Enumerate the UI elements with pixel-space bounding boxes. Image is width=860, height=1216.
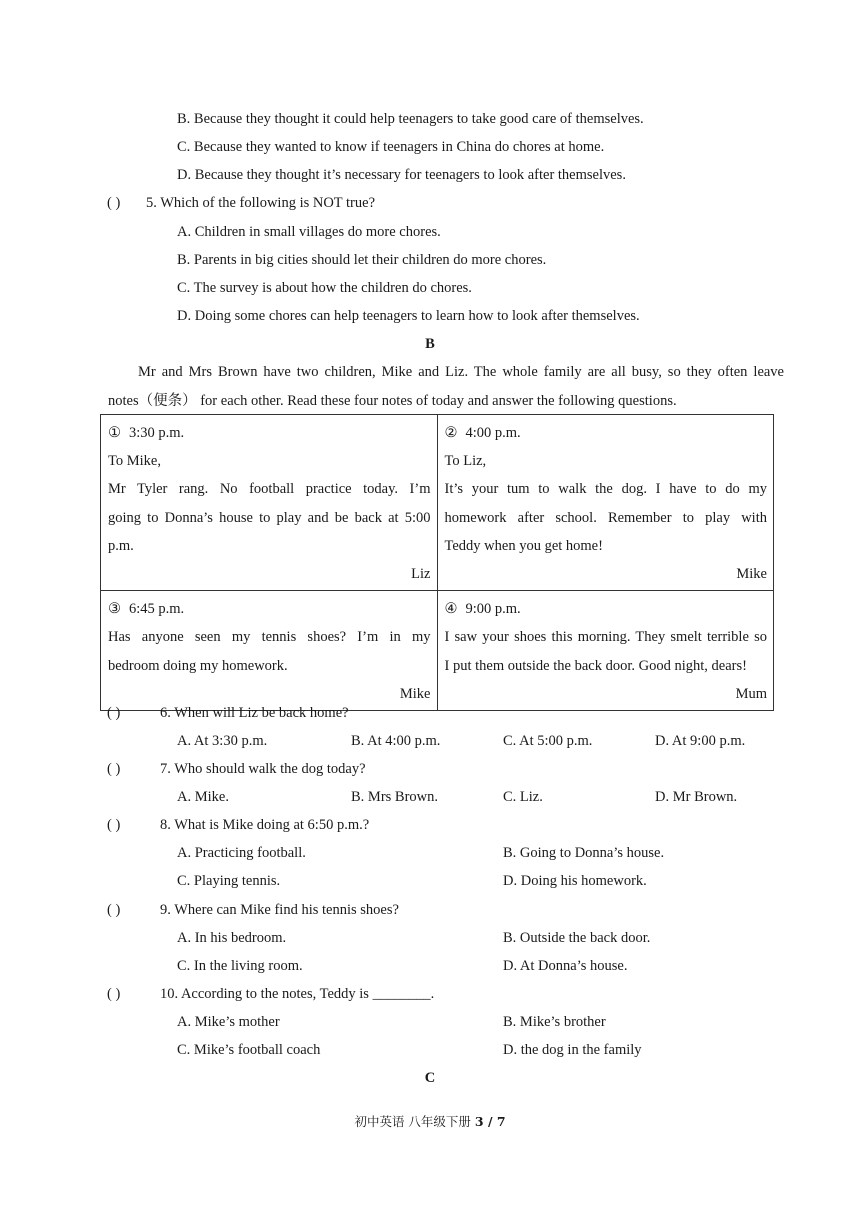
note-number: ② [444,425,458,441]
option-b: B. Outside the back door. [503,930,651,946]
q4-option-b: B. Because they thought it could help teenagers to take good care of themselves. [177,111,644,127]
answer-blank[interactable]: ( ) [107,817,121,833]
option-a: A. Mike’s mother [177,1014,280,1030]
answer-blank[interactable]: ( ) [107,986,121,1002]
note-line: bedroom doing my homework. [108,657,288,674]
note-line: Has anyone seen my tennis shoes? I’m in my [108,629,431,646]
question-text: 6. When will Liz be back home? [160,705,349,721]
note-cell-1 [101,415,438,591]
note-cell-2 [437,415,774,591]
answer-blank[interactable]: ( ) [107,195,121,211]
page-number: 3 / 7 [474,1114,506,1129]
section-b-intro-line1: Mr and Mrs Brown have two children, Mike and Liz. The whole family are all busy, so they often leave [138,364,784,380]
option-d: D. Mr Brown. [655,789,738,805]
note-number: ③ [108,601,121,618]
question-text: 8. What is Mike doing at 6:50 p.m.? [160,817,370,833]
option-b: B. At 4:00 p.m. [351,733,441,749]
q5-option-b: B. Parents in big cities should let their children do more chores. [177,252,547,268]
question-text: 10. According to the notes, Teddy is ________. [160,986,435,1002]
q10-options-row2 [177,1040,797,1060]
note-signature: Mum [735,685,767,702]
note-signature: Mike [399,685,431,702]
note-cell-4 [437,591,774,711]
answer-blank[interactable]: ( ) [107,705,121,721]
q7-options [177,787,797,807]
q9-options-row1 [177,928,797,948]
note-number: ④ [444,601,458,618]
footer-course: 初中英语 八年级下册 [354,1114,475,1129]
option-c: C. Mike’s football coach [177,1042,321,1058]
note-time: 6:45 p.m. [129,601,185,618]
option-c: C. Playing tennis. [177,873,281,889]
q8-options-row1 [177,843,797,863]
q6-options [177,731,797,751]
note-header [108,419,431,447]
q5-option-c: C. The survey is about how the children do chores. [177,280,472,296]
note-line: I put them outside the back door. Good night, dears! [444,657,747,674]
option-a: A. In his bedroom. [177,930,287,946]
note-line: To Mike, [108,453,161,470]
option-c: C. At 5:00 p.m. [503,733,593,749]
note-cell-3 [101,591,438,711]
notes-table [100,414,774,711]
note-header [445,595,768,623]
note-line: p.m. [108,537,134,554]
option-a: A. Practicing football. [177,845,306,861]
note-line: To Liz, [444,453,487,470]
note-time: 3:30 p.m. [129,425,185,441]
q9-options-row2 [177,956,797,976]
option-b: B. Going to Donna’s house. [503,845,665,861]
q4-option-d: D. Because they thought it’s necessary for teenagers to look after themselves. [177,167,626,183]
note-line: Teddy when you get home! [444,537,603,554]
note-time: 4:00 p.m. [465,425,521,441]
option-d: D. the dog in the family [503,1042,642,1058]
q4-option-c: C. Because they wanted to know if teenagers in China do chores at home. [177,139,605,155]
q5-option-a: A. Children in small villages do more chores. [177,224,441,240]
option-b: B. Mike’s brother [503,1014,606,1030]
note-line: I saw your shoes this morning. They smelt terrible so [444,629,767,646]
option-a: A. At 3:30 p.m. [177,733,268,749]
q5-option-d: D. Doing some chores can help teenagers to learn how to look after themselves. [177,308,640,324]
option-c: C. Liz. [503,789,543,805]
note-signature: Mike [736,566,767,583]
option-d: D. At Donna’s house. [503,958,628,974]
note-header [108,595,431,623]
section-b-intro-line2: notes（便条） for each other. Read these four notes of today and answer the following questions. [108,393,677,409]
note-header [445,419,768,447]
q8-options-row2 [177,871,797,891]
option-b: B. Mrs Brown. [351,789,439,805]
note-signature: Liz [411,566,431,583]
section-b-heading: B [425,336,435,352]
note-line: homework after school. Remember to play with [444,509,767,526]
page-footer [0,1112,860,1132]
question-text: 9. Where can Mike find his tennis shoes? [160,902,399,918]
note-number: ① [108,425,121,441]
note-line: Mr Tyler rang. No football practice today. I’m [108,481,431,498]
answer-blank[interactable]: ( ) [107,761,121,777]
answer-blank[interactable]: ( ) [107,902,121,918]
note-line: It’s your tum to walk the dog. I have to do my [444,481,767,498]
option-a: A. Mike. [177,789,229,805]
section-c-heading: C [424,1070,436,1086]
option-c: C. In the living room. [177,958,303,974]
option-d: D. Doing his homework. [503,873,647,889]
question-text: 5. Which of the following is NOT true? [146,195,376,211]
note-time: 9:00 p.m. [465,601,521,618]
option-d: D. At 9:00 p.m. [655,733,746,749]
q10-options-row1 [177,1012,797,1032]
note-line: going to Donna’s house to play and be back at 5:00 [108,509,431,526]
question-text: 7. Who should walk the dog today? [160,761,366,777]
